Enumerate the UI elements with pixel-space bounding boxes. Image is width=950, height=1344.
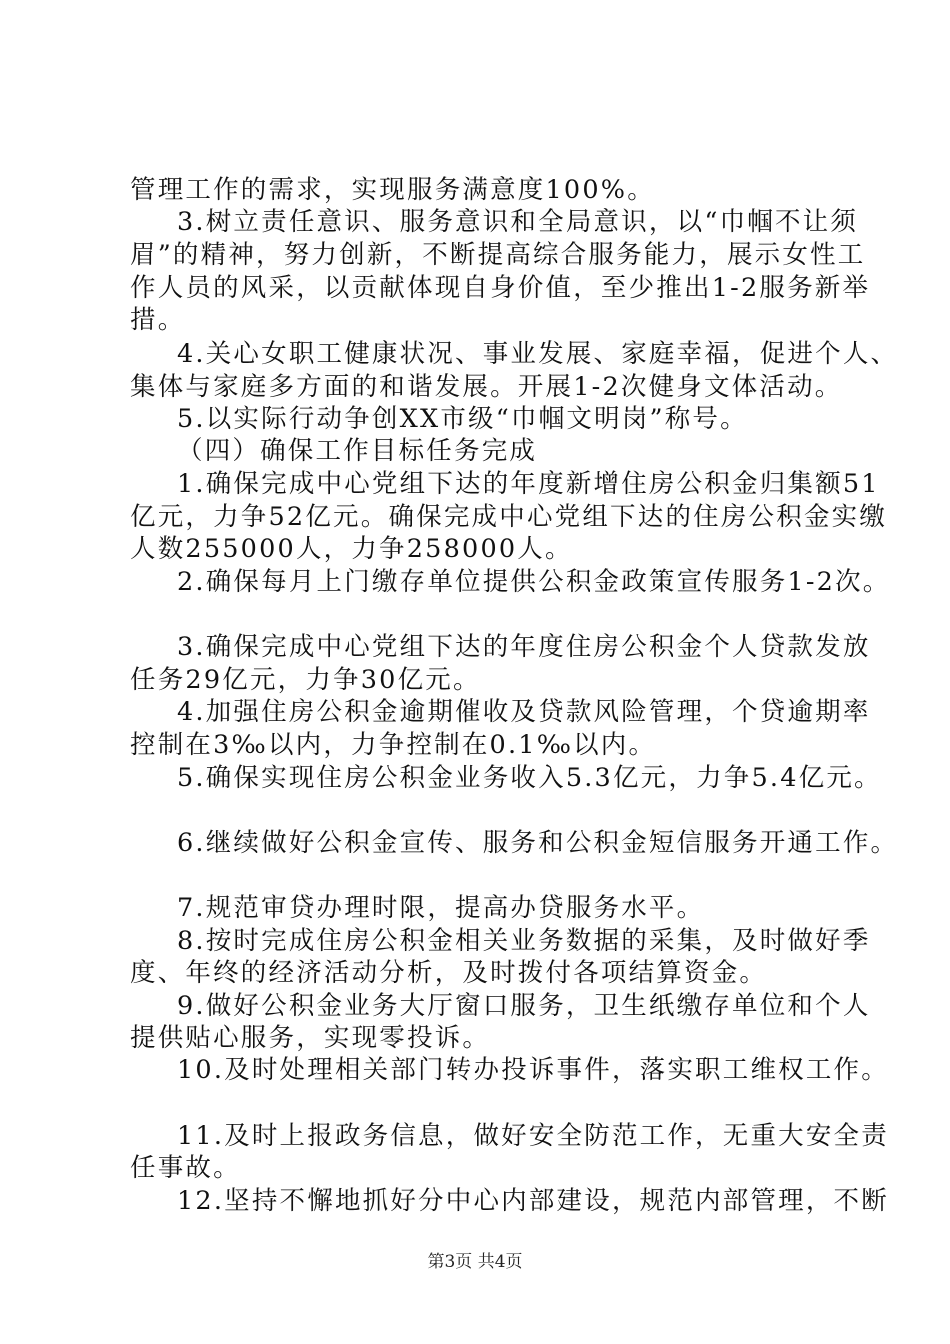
- text-line: 管理工作的需求，实现服务满意度100%。: [130, 175, 655, 205]
- section-heading: （四）确保工作目标任务完成: [177, 436, 538, 466]
- text-line: 4.加强住房公积金逾期催收及贷款风险管理，个贷逾期率: [177, 697, 871, 727]
- text-line: 4.关心女职工健康状况、事业发展、家庭幸福，促进个人、: [177, 339, 899, 369]
- text-line: 度、年终的经济活动分析，及时拨付各项结算资金。: [130, 958, 768, 988]
- text-line: 任事故。: [130, 1153, 241, 1183]
- text-line: 8.按时完成住房公积金相关业务数据的采集，及时做好季: [177, 926, 871, 956]
- page-footer: 第3页 共4页: [427, 1252, 523, 1272]
- text-line: 1.确保完成中心党组下达的年度新增住房公积金归集额51: [177, 469, 880, 499]
- text-line: 11.及时上报政务信息，做好安全防范工作，无重大安全责: [177, 1121, 889, 1151]
- text-line: 7.规范审贷办理时限，提高办贷服务水平。: [177, 893, 705, 923]
- text-line: 6.继续做好公积金宣传、服务和公积金短信服务开通工作。: [177, 828, 899, 858]
- text-line: 10.及时处理相关部门转办投诉事件，落实职工维权工作。: [177, 1055, 889, 1085]
- text-line: 3.树立责任意识、服务意识和全局意识，以“巾帼不让须: [177, 207, 859, 237]
- text-line: 人数255000人，力争258000人。: [130, 534, 573, 564]
- text-line: 2.确保每月上门缴存单位提供公积金政策宣传服务1-2次。: [177, 567, 891, 597]
- text-line: 3.确保完成中心党组下达的年度住房公积金个人贷款发放: [177, 632, 871, 662]
- text-line: 作人员的风采，以贡献体现自身价值，至少推出1-2服务新举: [130, 273, 871, 303]
- text-line: 12.坚持不懈地抓好分中心内部建设，规范内部管理，不断: [177, 1186, 889, 1216]
- text-line: 任务29亿元，力争30亿元。: [130, 665, 481, 695]
- text-line: 眉”的精神，努力创新，不断提高综合服务能力，展示女性工: [130, 240, 866, 270]
- text-line: 集体与家庭多方面的和谐发展。开展1-2次健身文体活动。: [130, 372, 843, 402]
- text-line: 控制在3‰以内，力争控制在0.1‰以内。: [130, 730, 657, 760]
- text-line: 5.以实际行动争创XX市级“巾帼文明岗”称号。: [177, 404, 748, 434]
- text-line: 5.确保实现住房公积金业务收入5.3亿元，力争5.4亿元。: [177, 763, 882, 793]
- text-line: 9.做好公积金业务大厅窗口服务，卫生纸缴存单位和个人: [177, 991, 871, 1021]
- text-line: 提供贴心服务，实现零投诉。: [130, 1023, 491, 1053]
- text-line: 亿元，力争52亿元。确保完成中心党组下达的住房公积金实缴: [130, 502, 888, 532]
- text-line: 措。: [130, 305, 186, 335]
